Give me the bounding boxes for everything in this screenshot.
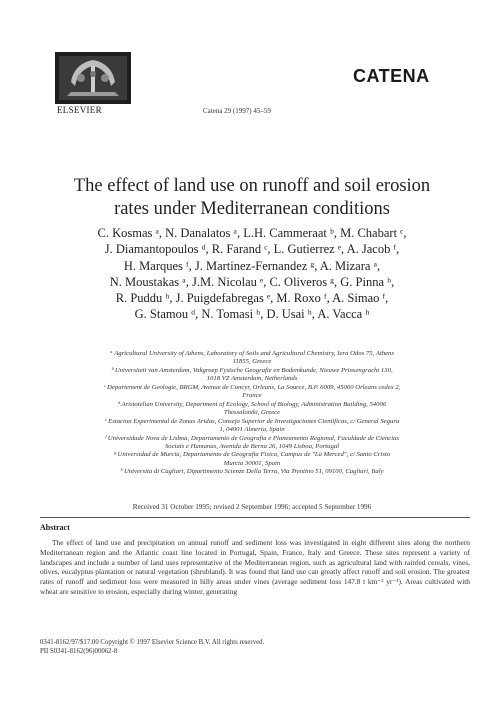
- affiliation-line: ᵈ Aristotelian University, Department of Ecology, School of Biology, Administration Building, 54006: [117, 400, 387, 408]
- received-dates: Received 31 October 1995; revised 2 September 1996; accepted 5 September 1996: [132, 503, 372, 511]
- title-line: rates under Mediterranean conditions: [114, 199, 390, 219]
- pii-line: PII S0341-8162(96)00062-8: [40, 648, 118, 655]
- affiliation-line: ᵇ Universiteit van Amsterdam, Vakgroep Fysische Geografie en Bodemkunde, Nieuwe Prinsengracht 130,: [111, 366, 393, 374]
- abstract-heading: Abstract: [40, 523, 70, 532]
- author-line: R. Puddu ʰ, J. Puigdefabregas ᵉ, M. Roxo ᶠ, A. Simao ᶠ,: [115, 291, 389, 306]
- affiliation-line: ᶠ Universidade Nova de Lisboa, Departamento de Geografia e Planeamento Regional, Faculdade de Ciencias: [104, 434, 400, 442]
- author-line: G. Stamou ᵈ, N. Tomasi ʰ, D. Usai ʰ, A. Vacca ʰ: [134, 307, 370, 322]
- journal-citation: Catena 29 (1997) 45–59: [203, 107, 271, 115]
- affiliation-line: Thessaloniki, Greece: [223, 409, 281, 417]
- article-title: [30, 175, 474, 221]
- journal-name: CATENA: [353, 66, 430, 86]
- journal-header: [55, 52, 455, 122]
- affiliation-line: 1018 VZ Amsterdam, Netherlands: [206, 375, 298, 383]
- affiliation-line: ᵃ Agricultural University of Athens, Laboratory of Soils and Agricultural Chemistry, Iera Odos 75, Athens: [110, 350, 394, 357]
- author-line: H. Marques ᶠ, J. Martinez-Fernandez ᵍ, A. Mizara ᵃ,: [123, 258, 381, 273]
- copyright-line: 0341-8162/97/$17.00 Copyright © 1997 Elsevier Science B.V. All rights reserved.: [40, 639, 265, 646]
- affiliation-line: ʰ Universita di Cagliari, Dipartimento Scienze Della Terra, Via Trentino 51, 09100, Cagliari, Italy: [120, 468, 384, 476]
- affiliation-line: 11855, Greece: [232, 358, 272, 366]
- affiliation-line: Sociais e Humanas, Avenida de Berna 26, 1049 Lisboa, Portugal: [164, 442, 340, 450]
- author-list: [50, 225, 454, 323]
- author-line: J. Diamantopoulos ᵈ, R. Farand ᶜ, L. Gutierrez ᵉ, A. Jacob ᶠ,: [104, 242, 400, 257]
- section-divider: [40, 517, 470, 518]
- affiliation-line: 1, 04001 Almeria, Spain: [219, 426, 285, 434]
- copyright-footer: [40, 638, 470, 656]
- author-line: C. Kosmas ᵃ, N. Danalatos ᵃ, L.H. Cammeraat ᵇ, M. Chabart ᶜ,: [97, 226, 407, 240]
- affiliation-line: ᶜ Departement de Geologie, BRGM, Avenue de Concyr, Orleans, La Source, B.P. 6009, 45060 Orleans cedex 2,: [103, 383, 401, 391]
- publisher-name: ELSEVIER: [57, 105, 102, 115]
- author-line: N. Moustakas ᵃ, J.M. Nicolau ᵉ, C. Oliveros ᵍ, G. Pinna ʰ,: [109, 274, 395, 289]
- title-line: The effect of land use on runoff and soil erosion: [73, 176, 431, 196]
- affiliation-list: [52, 350, 452, 477]
- affiliation-line: France: [242, 392, 262, 400]
- affiliation-line: Murcia 30001, Spain: [223, 459, 281, 467]
- affiliation-line: ᵍ Universidad de Murcia, Departamento de Geografia Fisica, Campus de "La Merced", c/ Santo Cristo: [113, 451, 391, 459]
- affiliation-line: ᵉ Estacion Experimental de Zonas Aridas, Consejo Superior de Investigaciones Cientificas, c/ General Segura: [104, 417, 400, 425]
- abstract-body: The effect of land use and precipitation on annual runoff and sediment loss was investigated in eight different sites along the northern Mediterranean region and the Atlantic coast line located in Portugal, Spain, France, Italy and Greece. These sites represent a variety of landscapes and include a number of land uses representative of the Mediterranean region, such as agricultural land with rainfed cereals, vines, olives, eucalyptus plantation or natural vegetation (shrubland). It was found that land use can greatly affect runoff and soil erosion. The greatest rates of runoff and sediment loss were measured in hilly areas under vines (average sediment loss 147.8 t km⁻² yr⁻¹). Areas cultivated with wheat are sensitive to erosion, especially during winter, generating: [40, 538, 470, 596]
